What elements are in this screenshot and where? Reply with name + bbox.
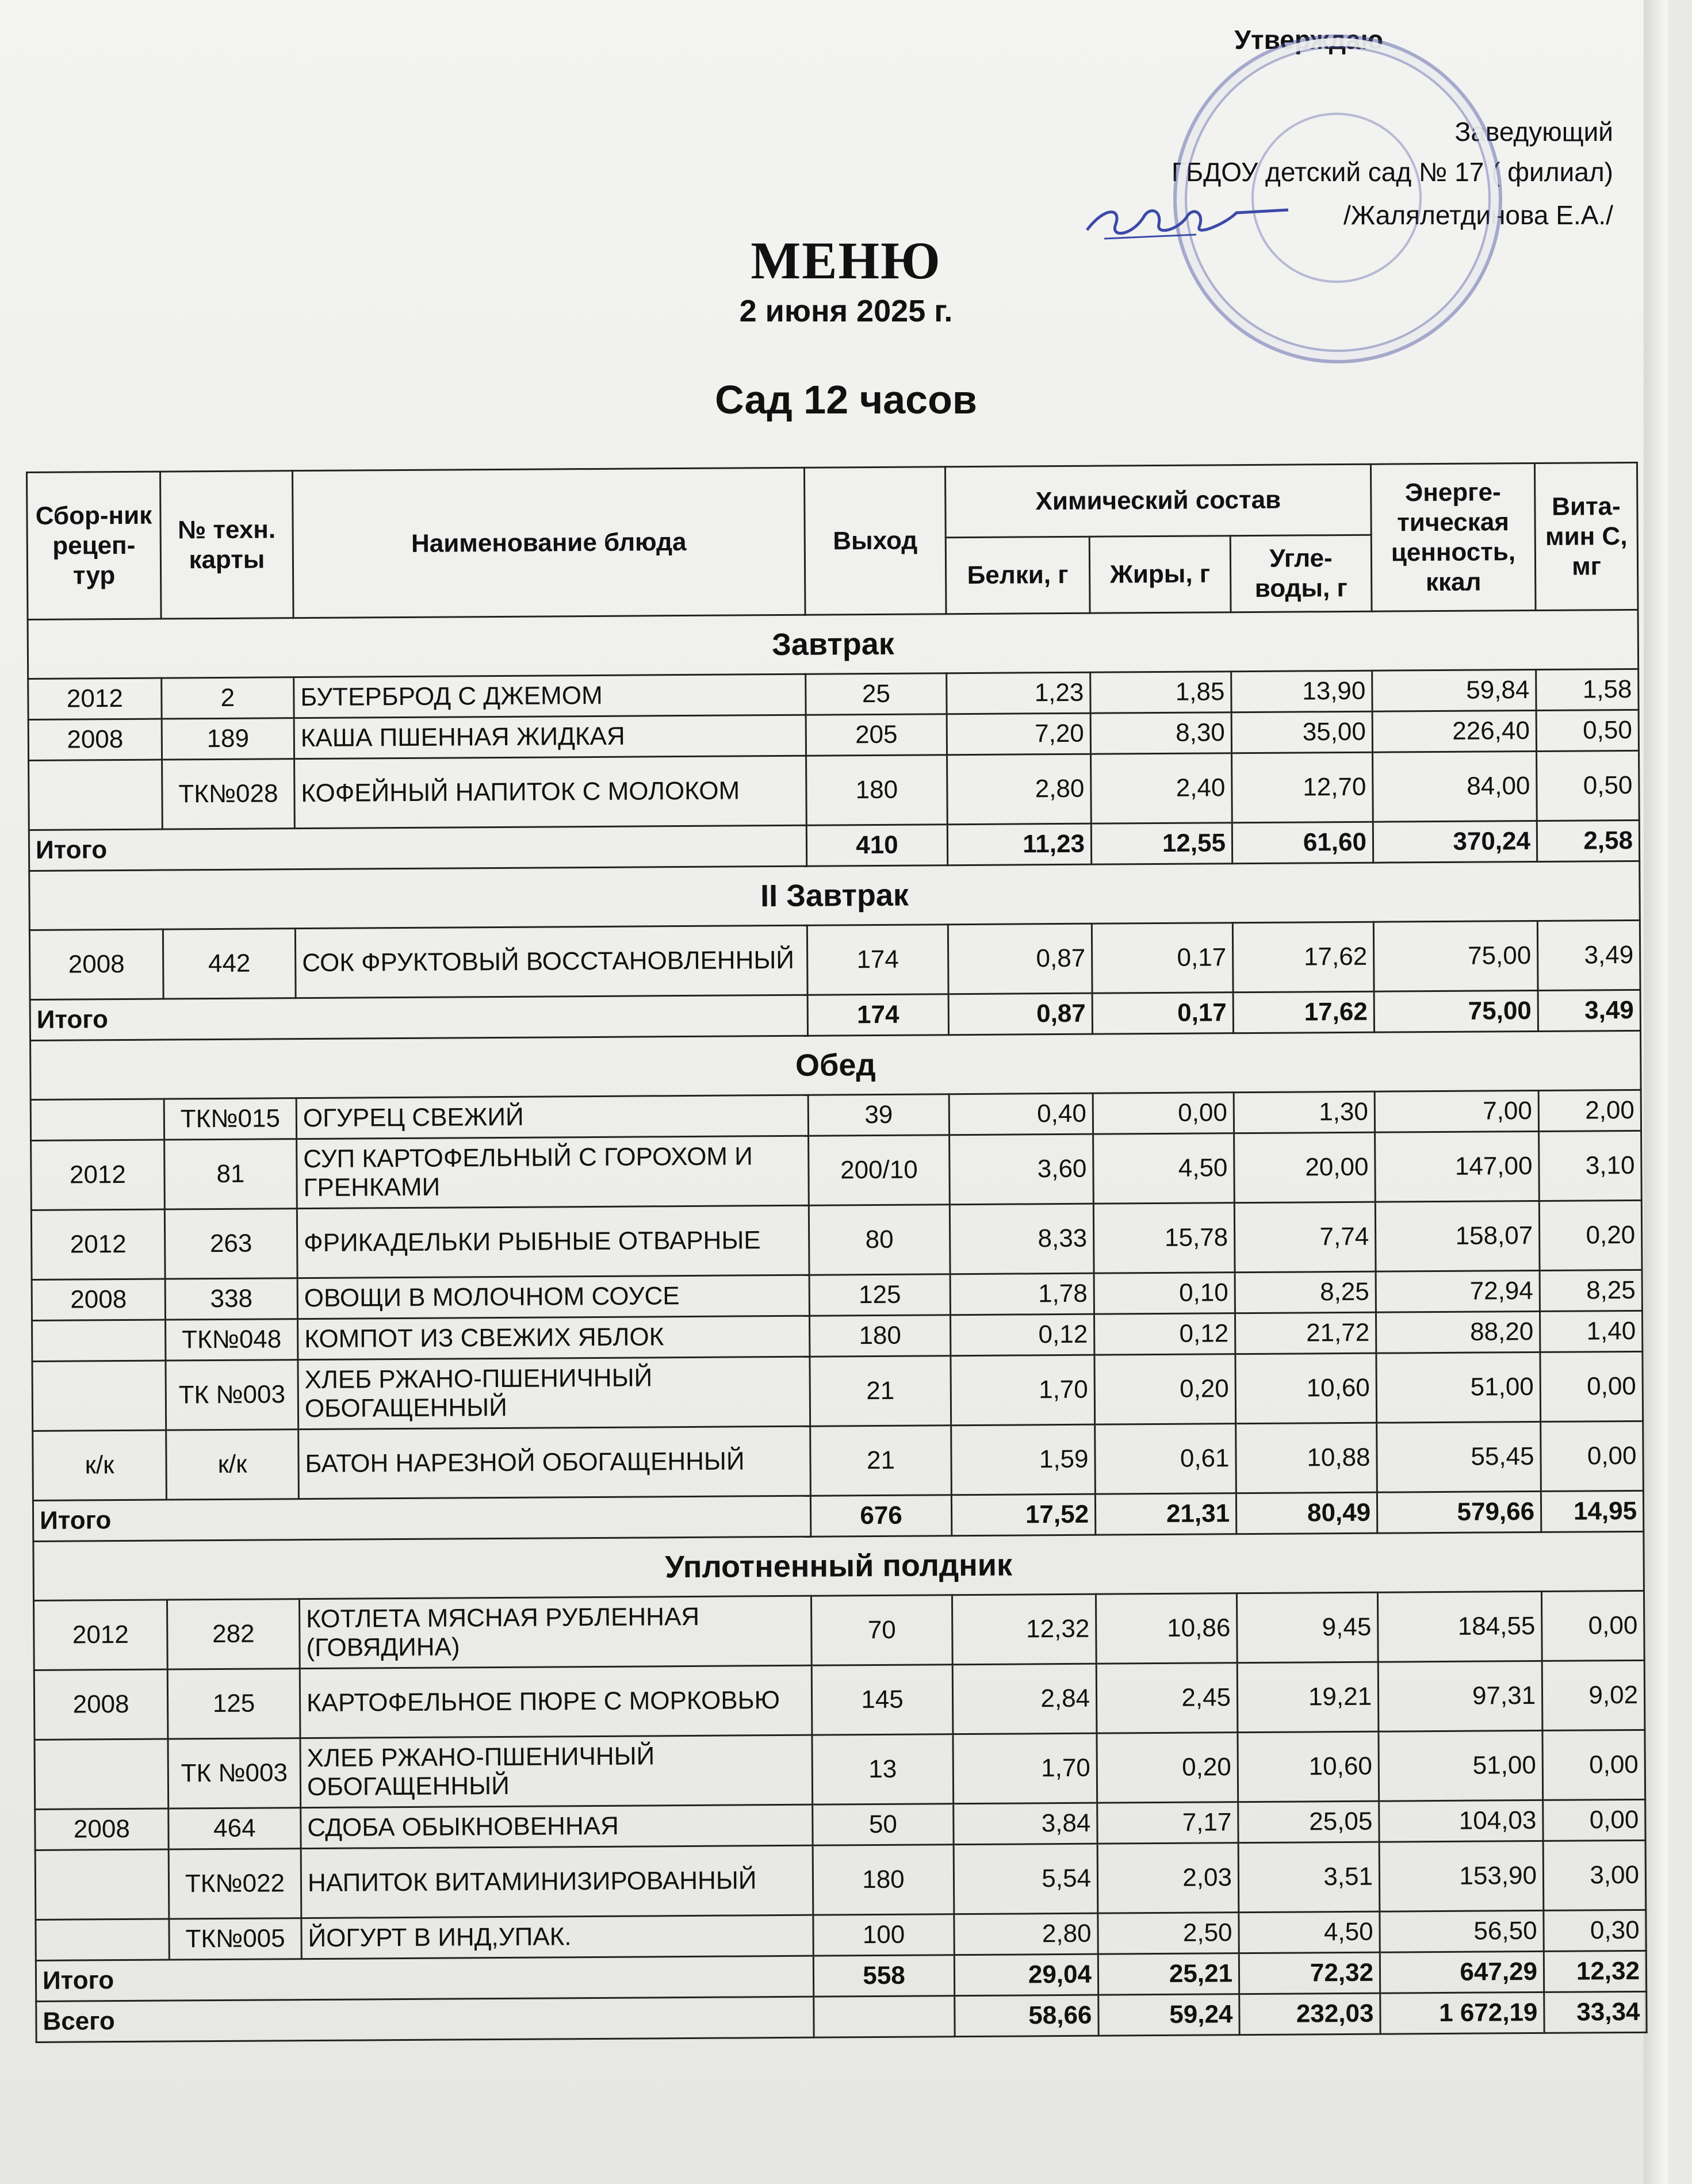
table-cell [30, 1099, 164, 1140]
table-cell [35, 1849, 169, 1919]
table-cell: СОК ФРУКТОВЫЙ ВОССТАНОВЛЕННЫЙ [295, 925, 807, 998]
table-cell: 17,62 [1232, 922, 1374, 992]
table-cell: 0,20 [1094, 1354, 1236, 1424]
table-cell: ХЛЕБ РЖАНО-ПШЕНИЧНЫЙ ОБОГАЩЕННЫЙ [298, 1357, 810, 1429]
table-cell: 3,84 [954, 1803, 1097, 1845]
table-cell: 2008 [34, 1669, 168, 1739]
table-cell: 12,32 [952, 1594, 1096, 1665]
total-cell: 11,23 [947, 823, 1091, 865]
total-cell [814, 1996, 955, 2037]
table-cell: КАША ПШЕННАЯ ЖИДКАЯ [294, 715, 806, 758]
table-cell: 2,80 [947, 754, 1092, 825]
table-row [33, 1421, 1644, 1500]
total-cell: 75,00 [1374, 990, 1538, 1032]
section-title: Завтрак [28, 610, 1639, 679]
table-cell: 226,40 [1372, 710, 1536, 752]
table-cell: 1,58 [1536, 669, 1639, 710]
table-row [32, 1351, 1643, 1431]
total-cell: 12,55 [1091, 823, 1232, 864]
total-cell: 17,62 [1233, 991, 1374, 1033]
section-title: Обед [30, 1030, 1641, 1099]
table-cell: 2,80 [954, 1913, 1098, 1955]
section-header [29, 861, 1640, 930]
table-cell: 0,61 [1095, 1424, 1237, 1494]
approval-word: Утверждаю [1234, 25, 1383, 55]
table-cell: 2,45 [1096, 1663, 1238, 1733]
table-cell: 13 [812, 1734, 954, 1804]
table-cell: 2008 [32, 1279, 165, 1320]
table-cell: ЙОГУРТ В ИНД,УПАК. [301, 1915, 813, 1959]
table-cell: 15,78 [1093, 1203, 1235, 1273]
table-cell: 2,00 [1538, 1090, 1641, 1131]
table-cell: 12,70 [1232, 752, 1373, 822]
table-cell: ТК№015 [164, 1098, 296, 1140]
table-cell: 3,60 [950, 1134, 1094, 1205]
table-cell: 10,86 [1096, 1593, 1237, 1664]
table-cell: 0,30 [1544, 1910, 1646, 1951]
table-cell: 56,50 [1380, 1910, 1544, 1952]
table-cell: 153,90 [1379, 1841, 1544, 1911]
table-cell: 13,90 [1231, 670, 1372, 712]
total-cell: 61,60 [1232, 822, 1373, 863]
table-cell: 338 [165, 1278, 297, 1320]
table-cell: 147,00 [1375, 1131, 1540, 1202]
table-cell: 2,03 [1097, 1843, 1239, 1913]
table-cell: 0,87 [948, 924, 1092, 994]
table-cell: 464 [169, 1808, 301, 1849]
approval-org: ГБДОУ детский сад № 17 ( филиал) [1172, 157, 1613, 187]
table-cell: 180 [813, 1845, 954, 1915]
total-cell: 12,32 [1544, 1951, 1646, 1992]
table-cell: 21 [810, 1356, 951, 1426]
total-cell: 0,17 [1092, 993, 1233, 1034]
col-card: № техн. карты [160, 471, 294, 619]
table-cell: 2012 [33, 1600, 167, 1670]
table-cell: 10,60 [1235, 1353, 1377, 1423]
table-cell: 104,03 [1379, 1800, 1543, 1842]
table-cell: 0,00 [1541, 1421, 1644, 1491]
table-cell: КОФЕЙНЫЙ НАПИТОК С МОЛОКОМ [294, 756, 807, 828]
table-row [31, 1131, 1642, 1210]
total-cell: 558 [813, 1955, 954, 1997]
table-cell: 184,55 [1377, 1591, 1542, 1662]
total-cell: 579,66 [1377, 1491, 1541, 1533]
table-cell: 5,54 [954, 1844, 1098, 1914]
table-cell: НАПИТОК ВИТАМИНИЗИРОВАННЫЙ [301, 1845, 813, 1918]
table-cell: к/к [33, 1430, 167, 1500]
table-cell: 2,40 [1091, 753, 1232, 823]
table-cell: 442 [163, 929, 296, 999]
total-cell: 232,03 [1239, 1993, 1380, 2034]
table-cell: 35,00 [1231, 711, 1372, 753]
table-cell: БУТЕРБРОД С ДЖЕМОМ [294, 674, 806, 718]
section-header [28, 610, 1639, 679]
table-cell: 39 [808, 1094, 949, 1136]
table-cell [36, 1919, 169, 1960]
table-row [35, 1730, 1645, 1809]
table-cell: 80 [809, 1205, 950, 1275]
table-cell: 7,74 [1234, 1202, 1376, 1272]
table-cell: 81 [164, 1139, 297, 1209]
table-cell: 0,12 [950, 1314, 1094, 1356]
table-cell: БАТОН НАРЕЗНОЙ ОБОГАЩЕННЫЙ [298, 1426, 811, 1499]
table-cell: 0,00 [1541, 1591, 1644, 1661]
table-cell: 59,84 [1372, 669, 1536, 711]
section-title: Уплотненный полдник [33, 1531, 1644, 1600]
table-cell: 200/10 [809, 1135, 950, 1205]
table-cell [32, 1361, 166, 1431]
table-row [33, 1591, 1644, 1670]
total-cell: 80,49 [1236, 1492, 1377, 1534]
table-row [29, 750, 1640, 830]
table-cell: 84,00 [1373, 751, 1537, 822]
table-cell: 0,20 [1097, 1733, 1238, 1803]
table-cell: 2008 [29, 929, 163, 999]
table-cell: СДОБА ОБЫКНОВЕННАЯ [301, 1804, 813, 1848]
total-cell: 25,21 [1098, 1953, 1239, 1995]
total-cell: 3,49 [1538, 990, 1640, 1031]
table-cell: 3,51 [1238, 1842, 1380, 1912]
table-cell: 2008 [35, 1808, 169, 1850]
table-cell: 9,02 [1542, 1660, 1645, 1730]
table-cell: 1,70 [951, 1355, 1095, 1426]
table-cell: ОВОЩИ В МОЛОЧНОМ СОУСЕ [297, 1275, 809, 1319]
table-cell: 1,40 [1540, 1311, 1643, 1352]
table-cell: 4,50 [1239, 1911, 1380, 1953]
table-cell: 0,00 [1542, 1730, 1645, 1800]
table-cell: 75,00 [1373, 921, 1538, 991]
table-cell: 100 [813, 1914, 954, 1956]
col-chem: Химический состав [945, 464, 1371, 538]
table-cell [29, 760, 163, 830]
table-cell: КОМПОТ ИЗ СВЕЖИХ ЯБЛОК [298, 1316, 810, 1359]
table-cell: 10,60 [1238, 1731, 1379, 1802]
col-vitc: Вита-мин С, мг [1534, 462, 1638, 610]
table-cell: 1,23 [947, 672, 1090, 714]
table-cell: 0,50 [1536, 710, 1639, 751]
table-cell: 174 [807, 925, 948, 995]
total-cell: 58,66 [955, 1995, 1098, 2037]
table-cell: 0,20 [1539, 1200, 1642, 1270]
col-dish: Наименование блюда [293, 468, 806, 618]
menu-table [26, 462, 1648, 2043]
section-header [33, 1531, 1644, 1600]
table-cell: 263 [164, 1209, 297, 1279]
table-cell: 88,20 [1376, 1311, 1540, 1353]
table-cell: ТК№048 [166, 1319, 298, 1361]
menu-subtitle: Сад 12 часов [715, 377, 977, 422]
table-cell: КОТЛЕТА МЯСНАЯ РУБЛЕННАЯ (ГОВЯДИНА) [299, 1596, 811, 1668]
table-cell: ТК №003 [166, 1360, 298, 1430]
table-cell: 205 [806, 714, 947, 756]
table-cell: 125 [809, 1274, 950, 1316]
total-cell: 0,87 [948, 993, 1092, 1035]
table-cell: ХЛЕБ РЖАНО-ПШЕНИЧНЫЙ ОБОГАЩЕННЫЙ [300, 1735, 813, 1807]
table-cell: 1,30 [1234, 1091, 1375, 1133]
table-cell: 0,17 [1092, 923, 1233, 993]
section-header [30, 1030, 1641, 1099]
table-cell: 2008 [28, 719, 162, 760]
table-cell: 3,10 [1539, 1131, 1642, 1201]
table-cell: 0,12 [1094, 1313, 1235, 1355]
page-title: МЕНЮ [751, 231, 941, 290]
table-cell: 1,70 [953, 1733, 1097, 1804]
table-cell: 180 [806, 755, 948, 825]
table-cell: ТК№005 [169, 1918, 301, 1960]
table-cell: 8,30 [1090, 712, 1231, 754]
table-cell: 180 [809, 1315, 950, 1357]
total-cell: 33,34 [1544, 1991, 1647, 2033]
col-fat: Жиры, г [1089, 536, 1231, 613]
table-cell: 20,00 [1234, 1132, 1376, 1202]
table-cell: 2012 [28, 678, 162, 719]
total-cell: 72,32 [1239, 1952, 1380, 1994]
total-cell: 676 [810, 1495, 951, 1537]
table-cell: 189 [162, 718, 294, 760]
section-title: II Завтрак [29, 861, 1640, 930]
total-cell: 647,29 [1380, 1951, 1544, 1993]
table-cell: ФРИКАДЕЛЬКИ РЫБНЫЕ ОТВАРНЫЕ [297, 1205, 809, 1278]
table-cell: 25 [806, 673, 947, 715]
total-cell: 21,31 [1095, 1493, 1236, 1535]
table-cell: 55,45 [1377, 1421, 1541, 1492]
table-cell: 2012 [31, 1140, 165, 1210]
table-cell: 145 [811, 1665, 953, 1735]
table-row [31, 1200, 1642, 1279]
table-cell: к/к [166, 1430, 299, 1500]
approval-position: Заведующий [1454, 117, 1613, 147]
total-cell: 410 [806, 825, 947, 866]
table-cell: 2012 [31, 1209, 165, 1279]
table-cell: 282 [167, 1599, 300, 1669]
table-cell: 0,00 [1543, 1799, 1645, 1841]
table-cell: 7,20 [947, 713, 1090, 755]
table-cell: 2,84 [952, 1664, 1097, 1734]
table-cell: 1,78 [950, 1273, 1094, 1315]
total-label: Итого [29, 825, 806, 871]
table-cell: 51,00 [1379, 1730, 1543, 1801]
table-cell: 1,85 [1090, 672, 1231, 713]
table-cell: 1,59 [951, 1424, 1096, 1495]
table-cell: 0,50 [1537, 750, 1640, 821]
table-cell: СУП КАРТОФЕЛЬНЫЙ С ГОРОХОМ И ГРЕНКАМИ [297, 1136, 809, 1208]
table-cell: 4,50 [1093, 1133, 1235, 1204]
table-cell: ОГУРЕЦ СВЕЖИЙ [296, 1095, 808, 1139]
table-cell: 2,50 [1098, 1913, 1239, 1954]
total-label: Всего [36, 1997, 814, 2042]
total-label: Итого [33, 1496, 810, 1541]
total-cell: 174 [807, 994, 948, 1036]
table-row [35, 1840, 1646, 1919]
table-cell: 8,33 [950, 1204, 1094, 1274]
total-cell: 29,04 [954, 1954, 1098, 1996]
table-cell: 19,21 [1237, 1662, 1379, 1732]
table-cell: 125 [167, 1669, 300, 1739]
table-cell [35, 1739, 169, 1809]
total-cell: 17,52 [951, 1494, 1095, 1536]
table-row [29, 920, 1640, 999]
table-cell: ТК№028 [162, 759, 295, 829]
col-protein: Белки, г [945, 537, 1090, 614]
table-cell: 8,25 [1540, 1270, 1642, 1311]
total-cell: 59,24 [1098, 1994, 1239, 2036]
table-cell: 9,45 [1237, 1592, 1378, 1662]
table-cell: 7,17 [1097, 1802, 1238, 1844]
total-cell: 14,95 [1541, 1491, 1643, 1532]
table-cell: 2 [162, 677, 294, 719]
table-cell: 21 [810, 1426, 952, 1496]
table-cell: 7,00 [1375, 1090, 1538, 1132]
table-cell: 50 [813, 1804, 954, 1845]
total-cell: 370,24 [1373, 821, 1537, 863]
col-collection: Сбор-ник рецеп-тур [27, 472, 162, 619]
table-cell: 97,31 [1378, 1661, 1542, 1731]
table-cell: 72,94 [1376, 1270, 1540, 1312]
table-cell: КАРТОФЕЛЬНОЕ ПЮРЕ С МОРКОВЬЮ [300, 1665, 812, 1738]
total-label: Итого [30, 995, 807, 1040]
table-cell: 3,49 [1537, 920, 1640, 990]
table-cell: 0,40 [949, 1093, 1093, 1135]
total-label: Итого [36, 1956, 813, 2001]
table-cell: 21,72 [1235, 1312, 1376, 1354]
col-output: Выход [804, 467, 946, 615]
total-cell: 1 672,19 [1380, 1992, 1544, 2034]
total-cell: 2,58 [1537, 820, 1639, 861]
table-cell: 70 [811, 1595, 952, 1665]
table-row [34, 1660, 1645, 1739]
col-carbs: Угле-воды, г [1230, 535, 1372, 612]
table-cell: 8,25 [1235, 1271, 1376, 1313]
table-cell: 158,07 [1375, 1201, 1540, 1271]
table-cell: ТК№022 [169, 1849, 301, 1919]
col-energy: Энерге-тическая ценность, ккал [1371, 463, 1536, 611]
table-cell: 25,05 [1238, 1801, 1379, 1842]
table-cell: 10,88 [1236, 1423, 1377, 1493]
table-cell: 0,00 [1540, 1351, 1643, 1421]
menu-body [28, 610, 1647, 2042]
approval-signature-line: /Жалялетдинова Е.А./ [1343, 200, 1613, 230]
table-cell: 0,10 [1094, 1273, 1235, 1314]
menu-date: 2 июня 2025 г. [739, 294, 953, 328]
table-cell [32, 1320, 166, 1361]
table-cell: 0,00 [1093, 1093, 1234, 1134]
table-cell: ТК №003 [168, 1738, 301, 1808]
table-cell: 51,00 [1376, 1352, 1541, 1423]
table-cell: 3,00 [1543, 1840, 1646, 1910]
